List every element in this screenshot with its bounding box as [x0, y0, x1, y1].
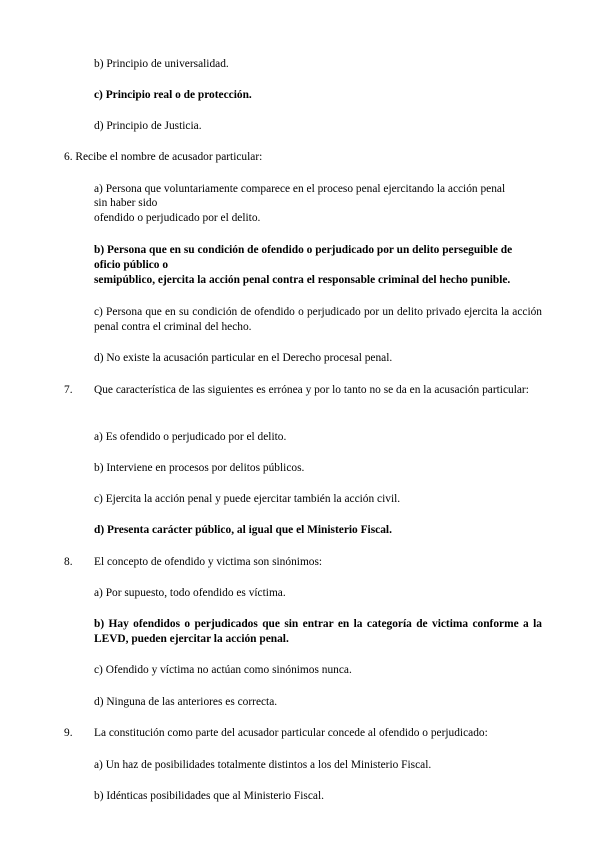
q7-option-d-correct: d) Presenta carácter público, al igual que el Ministerio Fiscal. — [94, 524, 392, 536]
q8-option-c: c) Ofendido y víctima no actúan como sinónimos nunca. — [94, 664, 352, 676]
q7-option-a: a) Es ofendido o perjudicado por el delito. — [94, 431, 287, 443]
q5-option-d: d) Principio de Justicia. — [94, 120, 202, 132]
q7-prompt: Que característica de las siguientes es errónea y por lo tanto no se da en la acusación particular: — [94, 384, 529, 396]
q6-option-a-line3: ofendido o perjudicado por el delito. — [94, 212, 261, 224]
q6-option-b-line3-correct: semipúblico, ejercita la acción penal contra el responsable criminal del hecho punible. — [94, 274, 511, 286]
q5-option-b: b) Principio de universalidad. — [94, 58, 229, 70]
q6-option-c: c) Persona que en su condición de ofendido o perjudicado por un delito privado ejercita la acción penal contra el criminal del hecho. — [94, 306, 542, 333]
q8-option-d: d) Ninguna de las anteriores es correcta. — [94, 696, 278, 708]
q7-option-c: c) Ejercita la acción penal y puede ejercitar también la acción civil. — [94, 493, 401, 505]
q8-number: 8. — [64, 556, 73, 568]
q6-option-b-line2-correct: oficio público o — [94, 259, 169, 271]
q9-prompt: La constitución como parte del acusador particular concede al ofendido o perjudicado: — [94, 727, 488, 739]
q6-option-d: d) No existe la acusación particular en el Derecho procesal penal. — [94, 352, 393, 364]
q6-option-b-line1-correct: b) Persona que en su condición de ofendido o perjudicado por un delito perseguible de — [94, 244, 513, 256]
q8-option-a: a) Por supuesto, todo ofendido es víctima. — [94, 587, 286, 599]
q9-option-b: b) Idénticas posibilidades que al Ministerio Fiscal. — [94, 790, 324, 802]
q8-option-b-correct: b) Hay ofendidos o perjudicados que sin entrar en la categoría de victima conforme a la LEVD, pueden ejercitar la acción penal. — [94, 618, 542, 645]
q9-option-a: a) Un haz de posibilidades totalmente distintos a los del Ministerio Fiscal. — [94, 759, 432, 771]
q7-number: 7. — [64, 384, 73, 396]
q5-option-c-correct: c) Principio real o de protección. — [94, 89, 252, 101]
q7-option-b: b) Interviene en procesos por delitos públicos. — [94, 462, 305, 474]
q9-number: 9. — [64, 727, 73, 739]
q6-option-a-line2: sin haber sido — [94, 197, 158, 209]
q6-option-a-line1: a) Persona que voluntariamente comparece en el proceso penal ejercitando la acción penal — [94, 183, 506, 195]
q6-prompt: 6. Recibe el nombre de acusador particular: — [64, 151, 263, 163]
q8-prompt: El concepto de ofendido y victima son sinónimos: — [94, 556, 323, 568]
